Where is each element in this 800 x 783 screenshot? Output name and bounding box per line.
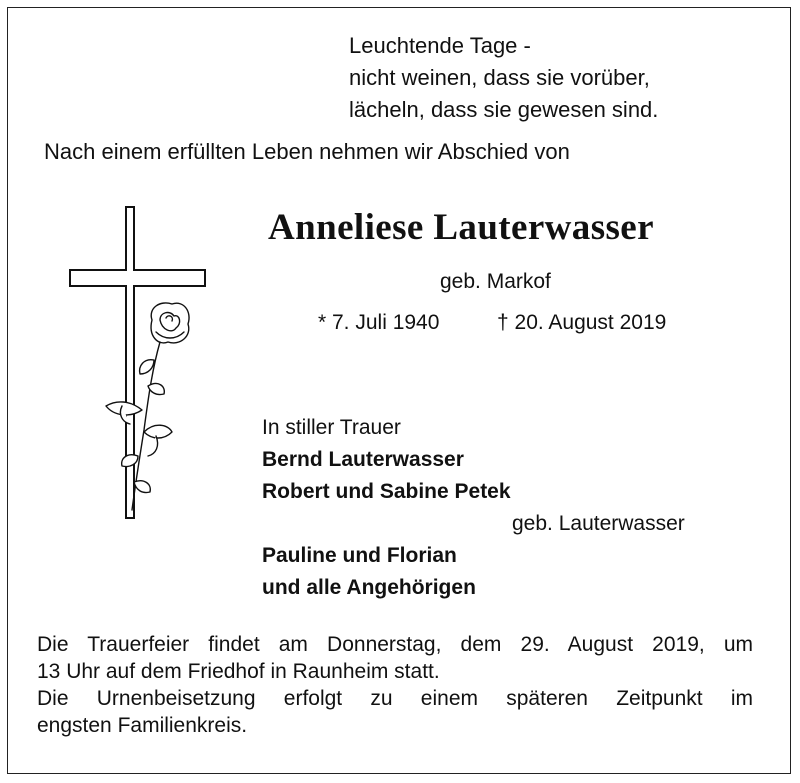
quote-line: Leuchtende Tage - (349, 33, 531, 58)
mourner-name: Pauline und Florian (262, 544, 457, 567)
funeral-service-info (37, 631, 753, 739)
cross-with-rose-icon (60, 200, 220, 530)
service-line: 13 Uhr auf dem Friedhof in Raunheim statt. (37, 660, 440, 683)
mourner-name: Bernd Lauterwasser (262, 448, 464, 471)
death-date: † 20. August 2019 (497, 311, 667, 334)
mourner-name: und alle Angehörigen (262, 576, 476, 599)
quote-line: lächeln, dass sie gewesen sind. (349, 97, 659, 122)
poem-quote (349, 30, 658, 126)
mourner-maiden-name: geb. Lauterwasser (512, 512, 685, 535)
service-line: Die Trauerfeier findet am Donnerstag, dem 29. August 2019, um (37, 633, 753, 656)
mourners-list (262, 412, 685, 604)
birth-date: * 7. Juli 1940 (318, 311, 440, 334)
maiden-name: geb. Markof (440, 270, 551, 293)
service-line: Die Urnenbeisetzung erfolgt zu einem späteren Zeitpunkt im (37, 687, 753, 710)
mourner-name: Robert und Sabine Petek (262, 480, 511, 503)
service-line: engsten Familienkreis. (37, 714, 248, 737)
mourners-heading: In stiller Trauer (262, 416, 401, 439)
quote-line: nicht weinen, dass sie vorüber, (349, 65, 650, 90)
intro-text: Nach einem erfüllten Leben nehmen wir Abschied von (44, 139, 570, 164)
deceased-name: Anneliese Lauterwasser (268, 207, 654, 248)
